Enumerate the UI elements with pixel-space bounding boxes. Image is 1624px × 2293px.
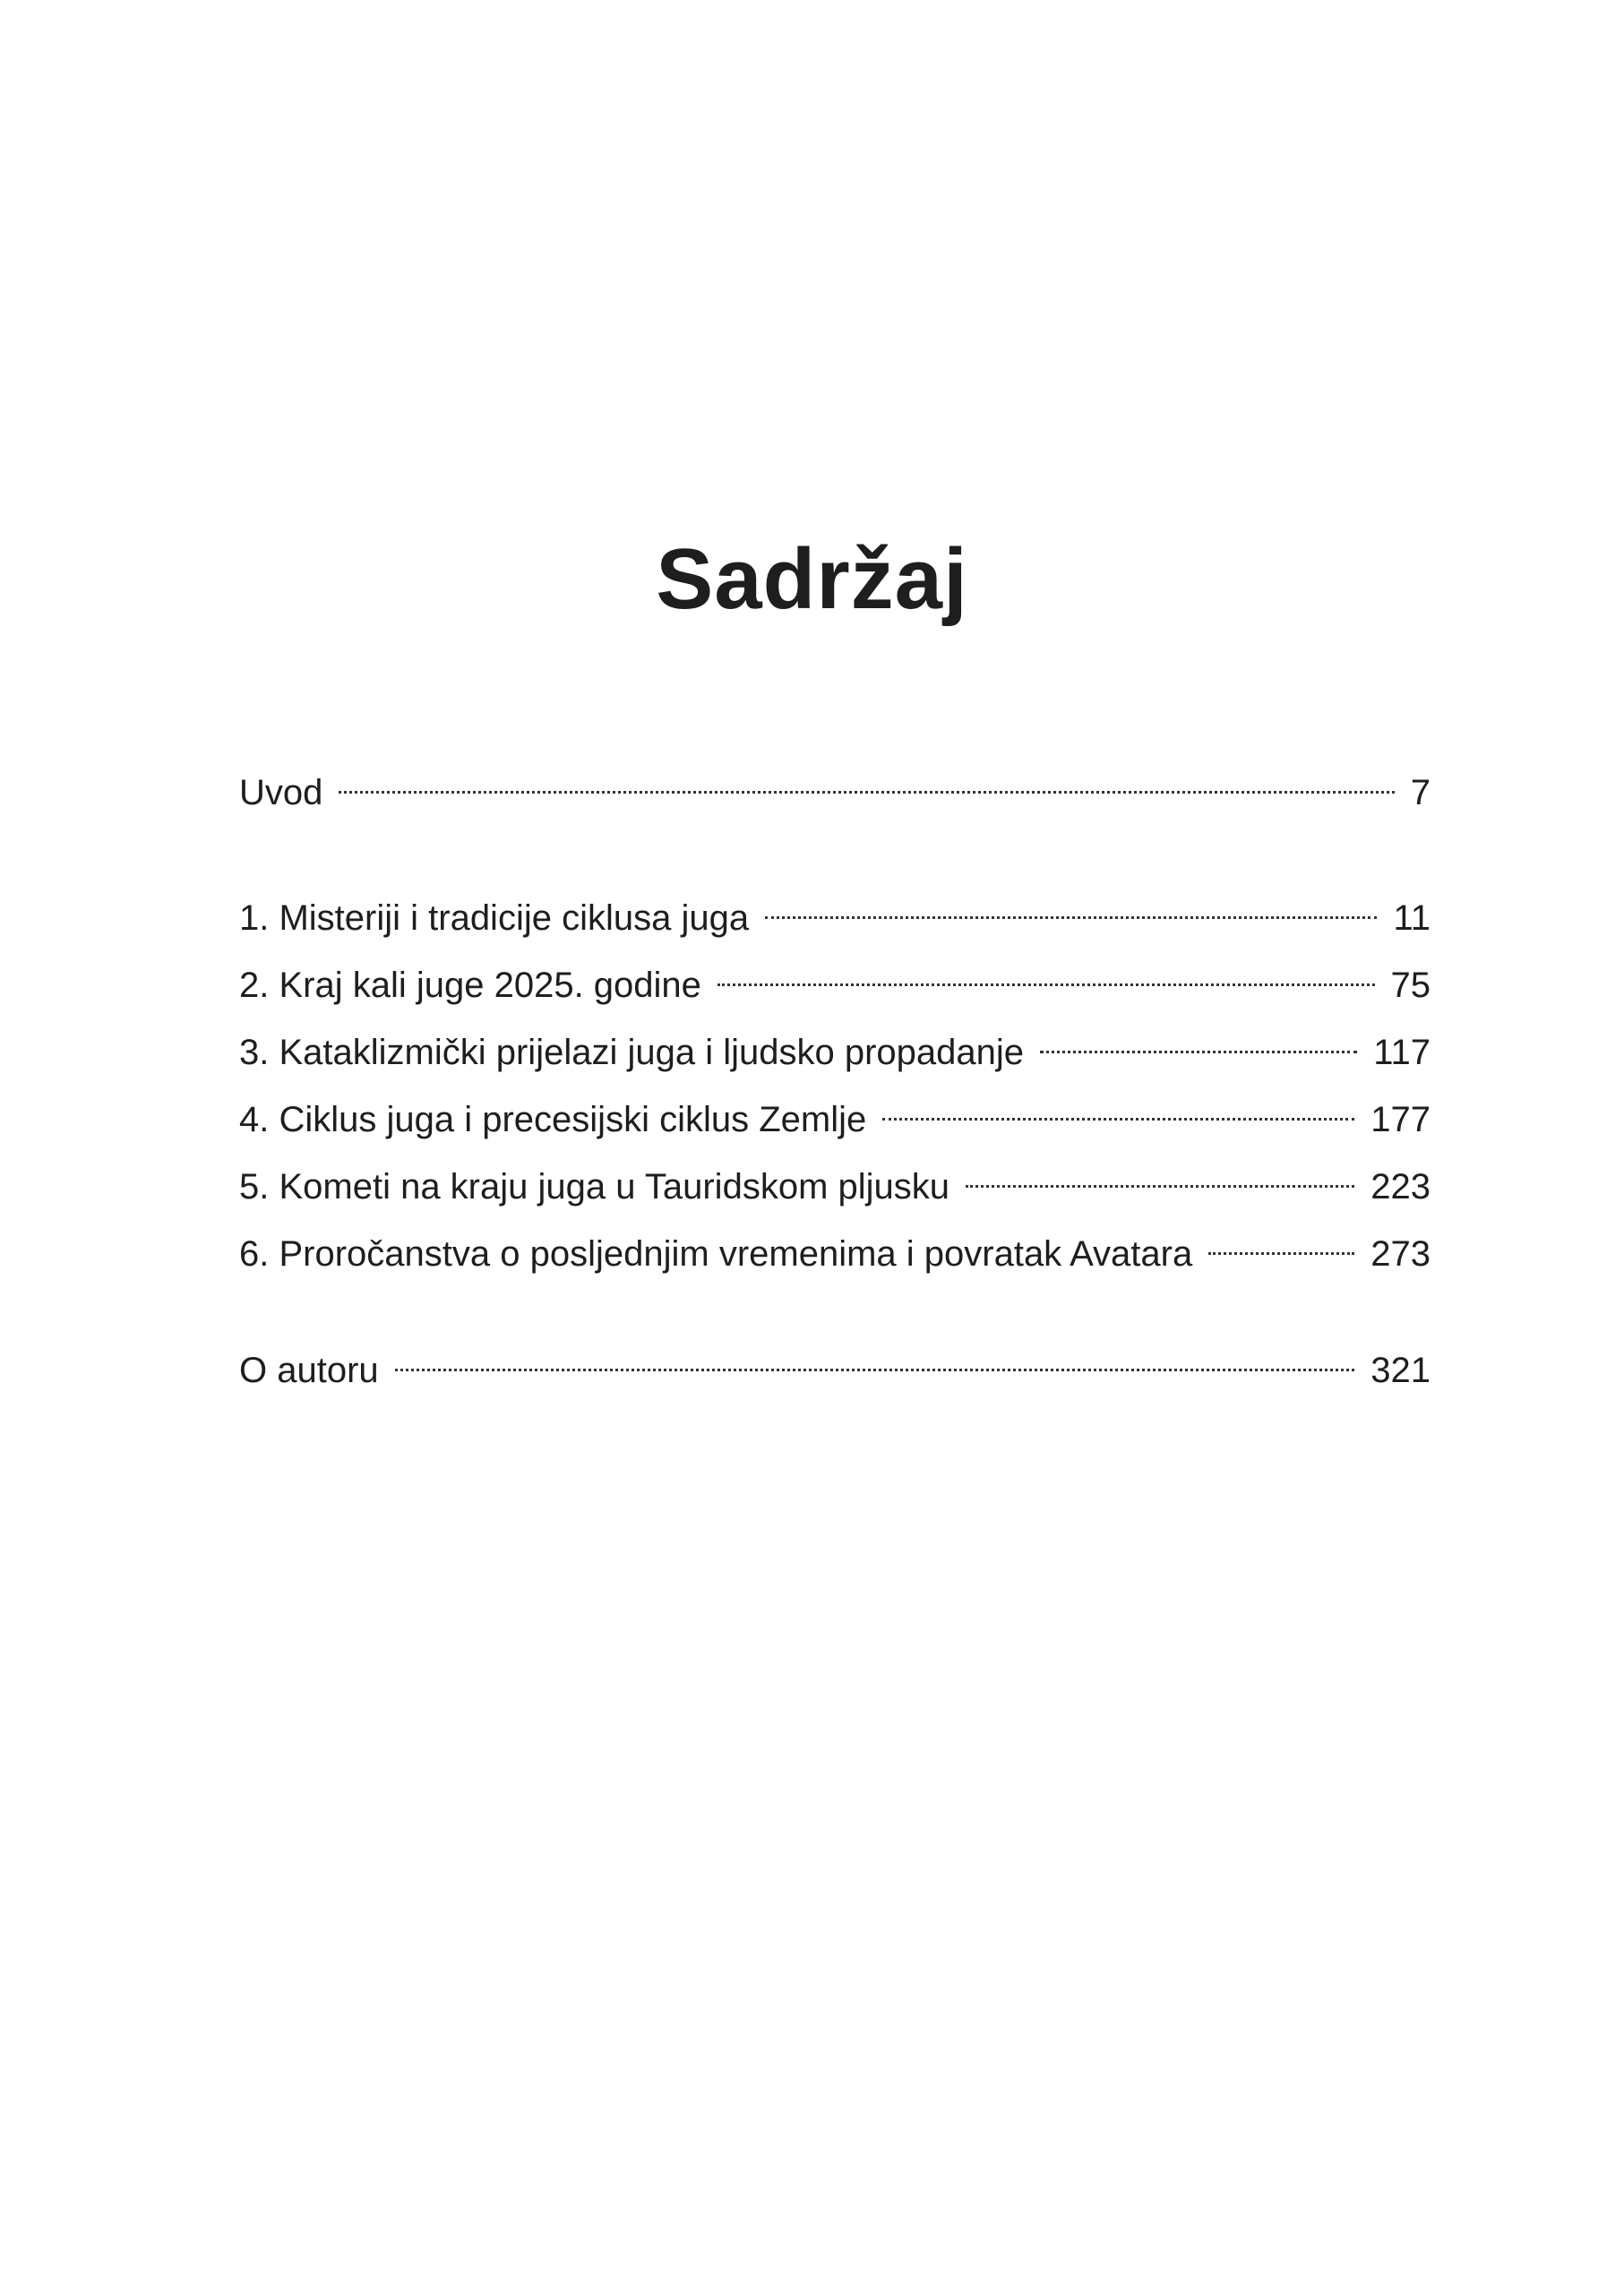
toc-entry-label: 3. Kataklizmički prijelazi juga i ljudsko propadanje bbox=[239, 1033, 1024, 1072]
toc-dot-leader bbox=[966, 1154, 1354, 1198]
toc-entry-intro[interactable] bbox=[239, 760, 1431, 812]
toc-dot-leader bbox=[717, 952, 1375, 997]
toc-entry-label: 4. Ciklus juga i precesijski ciklus Zemlje bbox=[239, 1100, 867, 1139]
toc-entry-page: 75 bbox=[1390, 966, 1431, 1005]
page-title: Sadržaj bbox=[656, 531, 968, 628]
toc-dot-leader bbox=[1208, 1221, 1354, 1266]
toc-entry-chapter-6[interactable] bbox=[239, 1221, 1431, 1274]
toc-entry-about-author[interactable] bbox=[239, 1337, 1431, 1390]
toc-entry-chapter-2[interactable] bbox=[239, 952, 1431, 1005]
toc-entry-page: 223 bbox=[1371, 1167, 1431, 1207]
toc-dot-leader bbox=[765, 885, 1377, 930]
toc-entry-page: 177 bbox=[1371, 1100, 1431, 1139]
toc-entry-page: 273 bbox=[1371, 1234, 1431, 1274]
toc-entry-chapter-4[interactable] bbox=[239, 1086, 1431, 1139]
toc-entry-chapter-1[interactable] bbox=[239, 885, 1431, 938]
toc-dot-leader bbox=[882, 1086, 1354, 1131]
toc-entry-label: O autoru bbox=[239, 1351, 379, 1390]
toc-entry-page: 11 bbox=[1393, 898, 1431, 938]
toc-entry-page: 7 bbox=[1410, 773, 1431, 812]
toc-dot-leader bbox=[339, 760, 1394, 804]
toc-entry-page: 117 bbox=[1373, 1033, 1431, 1072]
toc-entry-label: 6. Proročanstva o posljednjim vremenima i povratak Avatara bbox=[239, 1234, 1193, 1274]
toc-entry-page: 321 bbox=[1371, 1351, 1431, 1390]
toc-dot-leader bbox=[395, 1337, 1355, 1382]
toc-entry-label: 1. Misteriji i tradicije ciklusa juga bbox=[239, 898, 750, 938]
toc-dot-leader bbox=[1040, 1019, 1357, 1064]
toc-entry-label: Uvod bbox=[239, 773, 323, 812]
toc-entry-label: 2. Kraj kali juge 2025. godine bbox=[239, 966, 701, 1005]
toc-entry-label: 5. Kometi na kraju juga u Tauridskom pljusku bbox=[239, 1167, 950, 1207]
toc-entry-chapter-5[interactable] bbox=[239, 1154, 1431, 1207]
toc-entry-chapter-3[interactable] bbox=[239, 1019, 1431, 1072]
